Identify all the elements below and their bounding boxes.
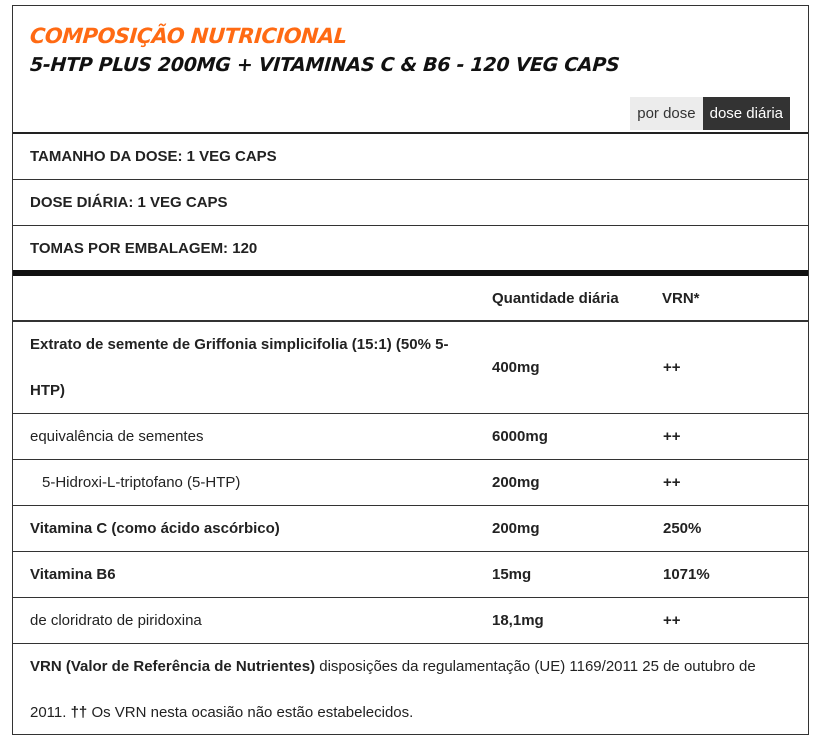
nutrient-name: de cloridrato de piridoxina	[30, 611, 202, 629]
footnote-vrn-definition: VRN (Valor de Referência de Nutrientes)	[30, 658, 316, 675]
per-dose-toggle[interactable]: por dose	[630, 97, 702, 130]
nutrient-amount: 200mg	[492, 474, 540, 491]
daily-dose-row: DOSE DIÁRIA: 1 VEG CAPS	[13, 180, 808, 226]
nutrient-amount: 6000mg	[492, 428, 548, 445]
nutrient-vrn: ++	[663, 612, 681, 629]
footnote	[13, 644, 808, 736]
nutrient-vrn: ++	[663, 428, 681, 445]
nutrient-vrn: ++	[663, 359, 681, 376]
nutrient-amount: 400mg	[492, 359, 540, 376]
nutrient-vrn: 1071%	[663, 566, 710, 583]
footnote-dagger: ††	[70, 704, 88, 721]
table-row	[13, 552, 808, 598]
nutrient-amount: 200mg	[492, 520, 540, 537]
table-row	[13, 322, 808, 414]
panel-header	[13, 6, 808, 134]
nutrient-amount: 18,1mg	[492, 612, 544, 629]
daily-dose-toggle[interactable]: dose diária	[703, 97, 790, 130]
nutrient-name: 5-Hidroxi-L-triptofano (5-HTP)	[42, 473, 241, 491]
table-row	[13, 598, 808, 644]
nutrient-amount: 15mg	[492, 566, 532, 583]
column-header-amount: Quantidade diária	[492, 289, 619, 307]
dose-toggle-group	[630, 97, 790, 130]
table-row	[13, 506, 808, 552]
footnote-regulation: disposições da regulamentação (UE) 1169/2011 25 de outubro de 2011.	[30, 658, 756, 721]
servings-per-container-row: TOMAS POR EMBALAGEM: 120	[13, 226, 808, 276]
nutrient-vrn: 250%	[663, 520, 702, 537]
table-header	[13, 276, 808, 322]
nutrient-name: equivalência de sementes	[30, 427, 204, 445]
table-row	[13, 414, 808, 460]
table-row	[13, 460, 808, 506]
serving-size-row: TAMANHO DA DOSE: 1 VEG CAPS	[13, 134, 808, 180]
nutrient-name: Vitamina B6	[30, 565, 116, 583]
nutrient-name: Vitamina C (como ácido ascórbico)	[30, 519, 280, 537]
nutrition-panel	[12, 5, 809, 735]
panel-title: COMPOSIÇÃO NUTRICIONAL	[29, 24, 348, 48]
nutrient-vrn: ++	[663, 474, 681, 491]
nutrient-name: Extrato de semente de Griffonia simplicifolia (15:1) (50% 5-HTP)	[30, 335, 449, 399]
product-subtitle: 5-HTP PLUS 200MG + VITAMINAS C & B6 - 120 VEG CAPS	[29, 54, 621, 76]
column-header-vrn: VRN*	[662, 289, 700, 307]
footnote-vrn-note: Os VRN nesta ocasião não estão estabelecidos.	[87, 704, 414, 721]
